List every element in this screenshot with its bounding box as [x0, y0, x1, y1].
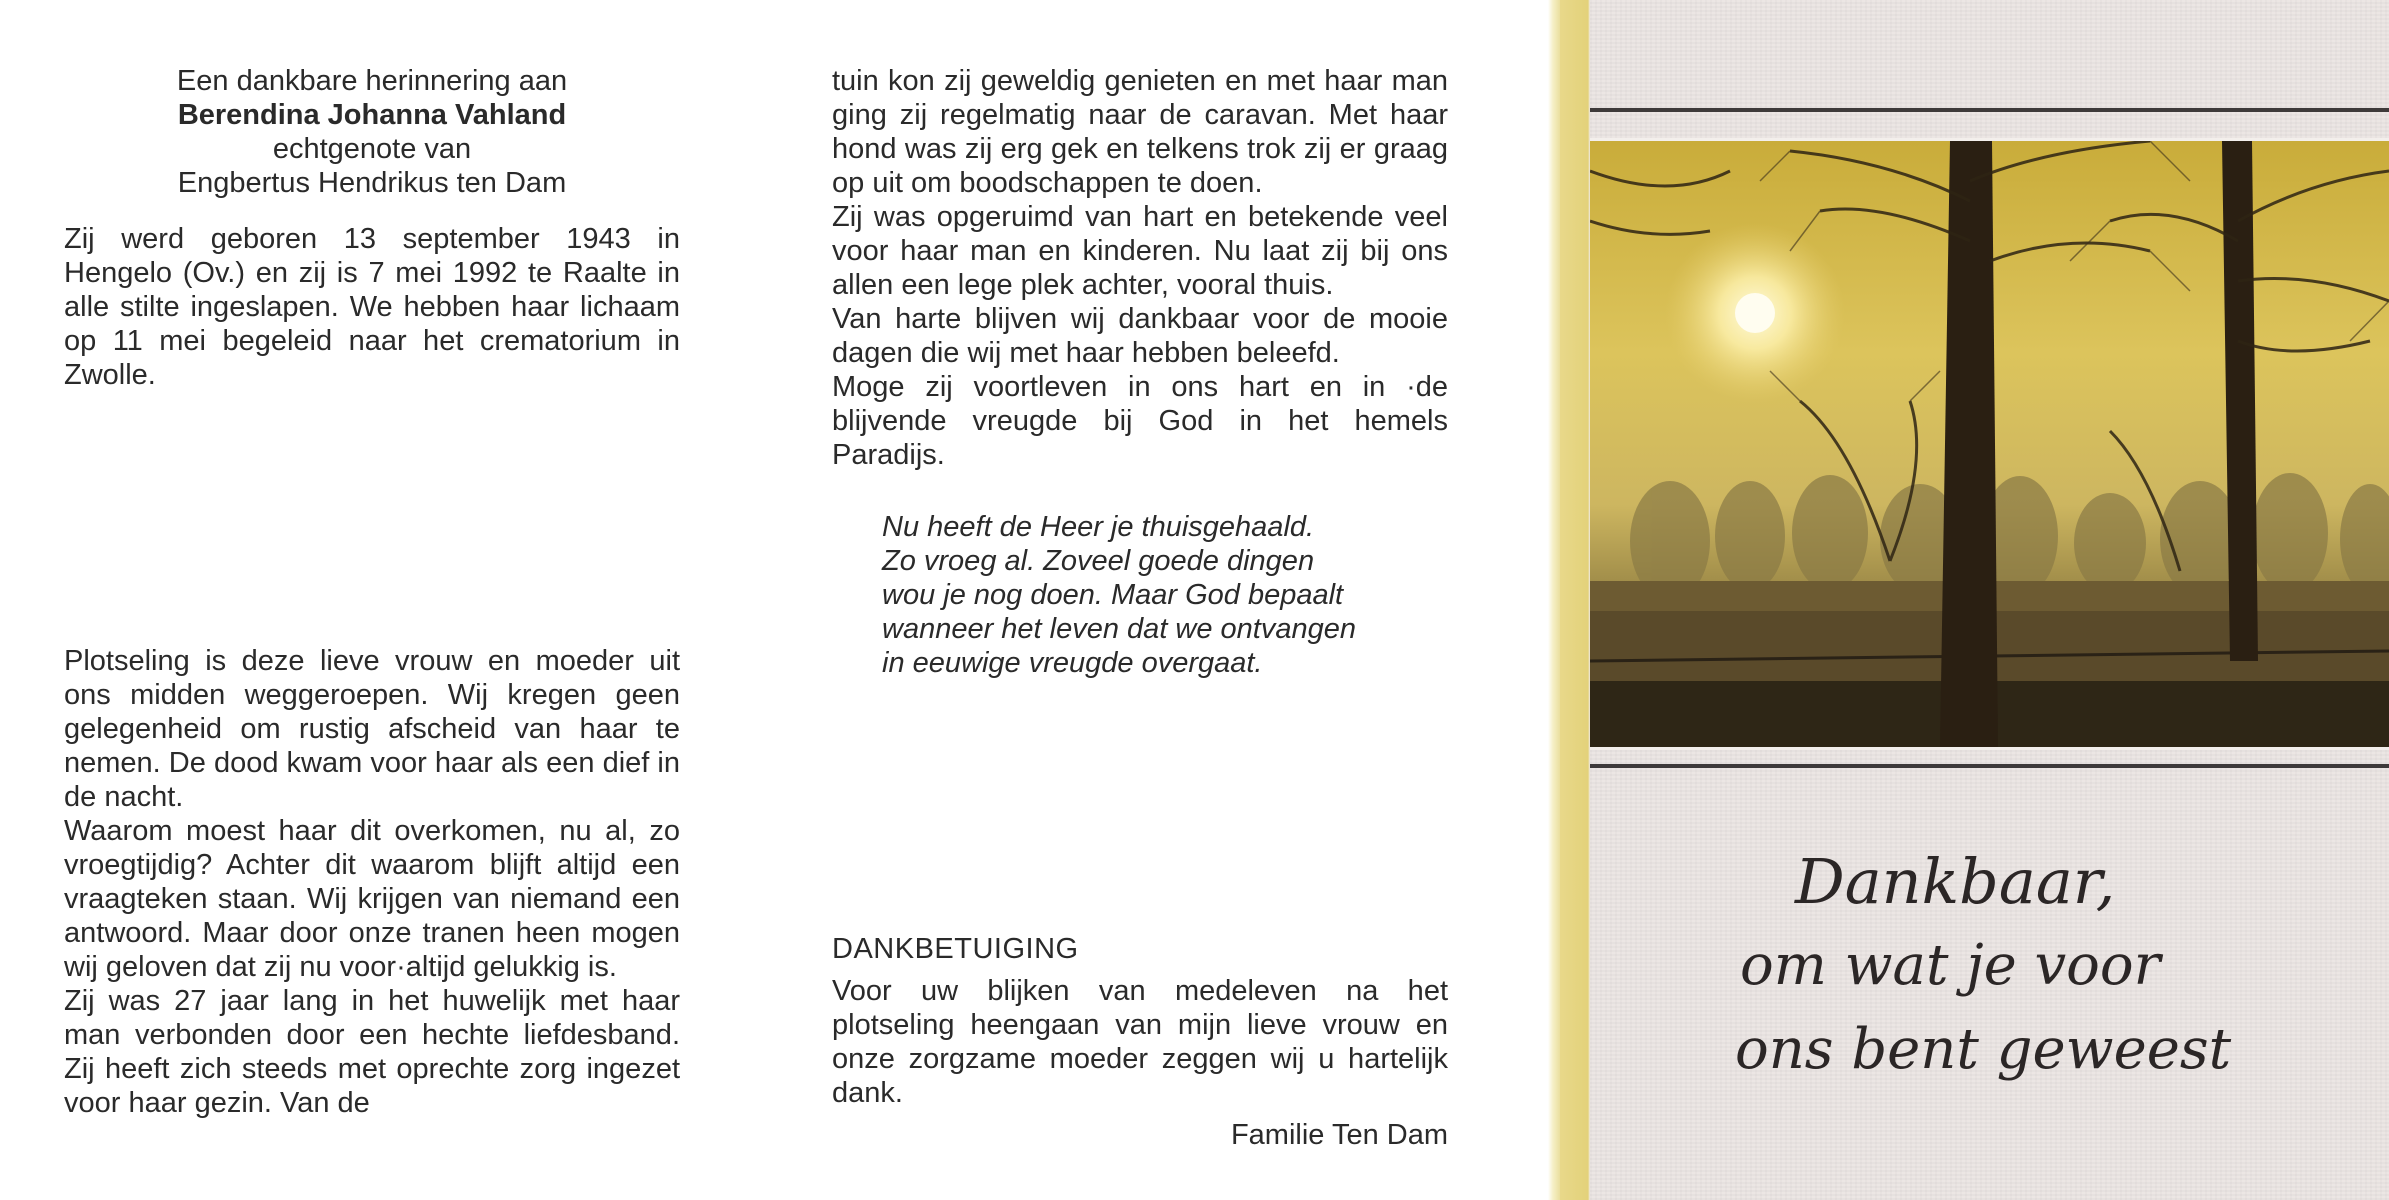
memorial-card-cover — [1560, 0, 2389, 1200]
bottom-divider — [1590, 764, 2389, 768]
story-paragraph: Plotseling is deze lieve vrouw en moeder uit ons midden weggeroepen. Wij kregen geen gelegenheid om rustig afscheid van haar te nemen. De dood kwam voor haar als een dief in de nacht. — [64, 645, 680, 813]
story-paragraph: tuin kon zij geweldig genieten en met haar man ging zij regelmatig naar de caravan. Met haar hond was zij erg gek en telkens trok zij er graag op uit om boodschappen te doen. — [832, 65, 1448, 199]
poem-line: Zo vroeg al. Zoveel goede dingen — [882, 545, 1315, 577]
story-section — [64, 644, 680, 1120]
thanks-title: DANKBETUIGING — [832, 933, 1079, 965]
poem-line: in eeuwige vreugde overgaat. — [882, 647, 1263, 679]
thanks-text: Voor uw blijken van medeleven na het plotseling heengaan van mijn lieve vrouw en onze zorgzame moeder zeggen wij u hartelijk dank. — [832, 975, 1448, 1109]
bio-paragraph: Zij werd geboren 13 september 1943 in Hengelo (Ov.) en zij is 7 mei 1992 te Raalte in alle stilte ingeslapen. We hebben haar lichaam op 11 mei begeleid naar het crematorium in Zwolle. — [64, 223, 680, 391]
header-relation: echtgenote van — [272, 133, 472, 165]
spouse-name: Engbertus Hendrikus ten Dam — [177, 167, 567, 199]
sunset-trees-photo — [1590, 138, 2389, 750]
card-line-3: ons bent geweest — [1735, 1017, 2232, 1082]
deceased-name: Berendina Johanna Vahland — [177, 99, 567, 131]
card-line-1: Dankbaar, — [1795, 845, 2116, 918]
card-line-2: om wat je voor — [1740, 933, 2161, 998]
right-column — [832, 64, 1448, 1151]
poem-line: wou je nog doen. Maar God bepaalt — [882, 579, 1344, 611]
card-fold-edge — [1548, 0, 1560, 1200]
thanks-section — [832, 932, 1448, 1152]
signature: Familie Ten Dam — [1230, 1119, 1448, 1151]
card-script-text — [1700, 840, 2340, 1092]
memorial-header — [64, 64, 680, 200]
story-paragraph: Zij was 27 jaar lang in het huwelijk met haar man verbonden door een hechte liefdesband. Zij heeft zich steeds met oprechte zorg ingezet voor haar gezin. Van de — [64, 985, 680, 1119]
story-paragraph: Moge zij voortleven in ons hart en in ·de blijvende vreugde bij God in het hemels Paradijs. — [832, 371, 1448, 471]
poem-line: Nu heeft de Heer je thuisgehaald. — [882, 511, 1315, 543]
left-column — [64, 64, 680, 1119]
story-paragraph: Van harte blijven wij dankbaar voor de mooie dagen die wij met haar hebben beleefd. — [832, 303, 1448, 369]
poem — [882, 510, 1448, 680]
header-intro: Een dankbare herinnering aan — [176, 65, 568, 97]
poem-line: wanneer het leven dat we ontvangen — [882, 613, 1357, 645]
top-divider — [1590, 108, 2389, 112]
story-paragraph: Waarom moest haar dit overkomen, nu al, zo vroegtijdig? Achter dit waarom blijft altijd een vraagteken staan. Wij krijgen van niemand een antwoord. Maar door onze tranen heen mogen wij geloven dat zij nu voor·altijd gelukkig is. — [64, 815, 680, 983]
story-paragraph: Zij was opgeruimd van hart en betekende veel voor haar man en kinderen. Nu laat zij bij ons allen een lege plek achter, vooral thuis. — [832, 201, 1448, 301]
